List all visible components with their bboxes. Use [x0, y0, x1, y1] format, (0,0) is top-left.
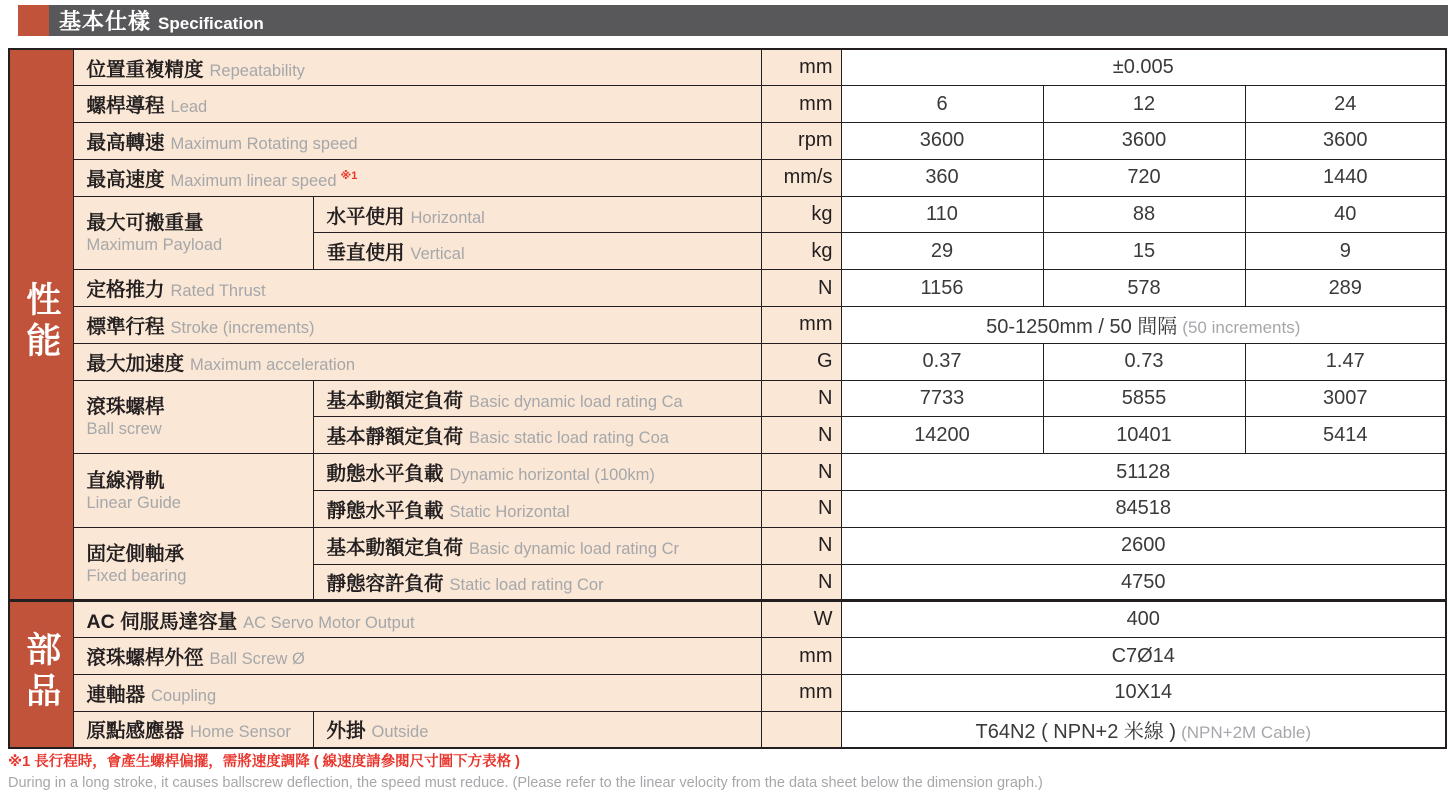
table-row-ballscrew-diameter [9, 638, 1446, 675]
sub-label [313, 233, 761, 270]
value-cell: 10401 [1043, 417, 1245, 454]
row-label [73, 49, 761, 86]
value-cell [841, 307, 1446, 344]
unit-cell: N [761, 564, 841, 601]
unit-cell: mm [761, 638, 841, 675]
label-en: Dynamic horizontal (100km) [449, 466, 655, 485]
label-zh: 滾珠螺桿外徑 [86, 647, 204, 670]
footnote-line-en: During in a long stroke, it causes ballscrew deflection, the speed must reduce. (Please refer to the linear velocity from the data sheet below the dimension graph.) [8, 775, 1043, 792]
label-zh: 標準行程 [86, 315, 165, 338]
label-en: Vertical [410, 245, 465, 264]
label-zh: 基本動額定負荷 [326, 536, 464, 559]
value-cell: 51128 [841, 454, 1446, 491]
sub-label [313, 491, 761, 528]
label-zh: 連軸器 [86, 683, 146, 706]
table-row-coupling [9, 675, 1446, 712]
unit-cell: N [761, 527, 841, 564]
group-label-en: Maximum Payload [86, 236, 223, 255]
row-label [73, 601, 761, 638]
value-cell: 3600 [1245, 123, 1446, 160]
label-zh: 位置重複精度 [86, 58, 204, 81]
label-en: Outside [371, 723, 429, 742]
footnote-line-zh: ※1 長行程時，會產生螺桿偏擺，需將速度調降 ( 線速度請參閱尺寸圖下方表格 ) [8, 754, 520, 770]
sub-label [313, 380, 761, 417]
table-row-max-linear-speed [9, 159, 1446, 196]
label-en: Static load rating Cor [449, 576, 604, 595]
value-main: 50-1250mm / 50 間隔 [986, 316, 1178, 339]
label-zh: AC 伺服馬達容量 [86, 610, 238, 633]
value-cell: 29 [841, 233, 1043, 270]
row-label [73, 675, 761, 712]
unit-cell: mm [761, 86, 841, 123]
label-zh: 最大加速度 [86, 352, 185, 375]
label-en: Home Sensor [190, 723, 291, 742]
value-cell: 0.37 [841, 343, 1043, 380]
value-cell: 1.47 [1245, 343, 1446, 380]
value-cell: 3600 [841, 123, 1043, 160]
unit-cell: N [761, 380, 841, 417]
label-zh: 定格推力 [86, 279, 165, 302]
value-cell: 4750 [841, 564, 1446, 601]
page-title-en: Specification [158, 14, 264, 33]
value-cell: 6 [841, 86, 1043, 123]
value-cell: C7Ø14 [841, 638, 1446, 675]
group-label-en: Fixed bearing [86, 566, 187, 585]
unit-cell: mm [761, 307, 841, 344]
group-label-fixed-bearing [73, 527, 313, 601]
value-cell: 12 [1043, 86, 1245, 123]
sidebar-section-performance [9, 49, 73, 601]
label-en: Horizontal [410, 208, 485, 227]
row-label [73, 307, 761, 344]
value-cell: 84518 [841, 491, 1446, 528]
label-en: Maximum acceleration [190, 355, 356, 374]
group-label-zh: 最大可搬重量 [86, 211, 204, 234]
unit-cell: rpm [761, 123, 841, 160]
unit-cell: W [761, 601, 841, 638]
table-row-home-sensor [9, 711, 1446, 748]
label-en: Basic static load rating Coa [469, 429, 669, 448]
sub-label [313, 527, 761, 564]
unit-cell: kg [761, 196, 841, 233]
unit-cell: mm [761, 49, 841, 86]
unit-cell: mm/s [761, 159, 841, 196]
row-label [73, 638, 761, 675]
table-row-rated-thrust [9, 270, 1446, 307]
label-en: Basic dynamic load rating Cr [469, 539, 680, 558]
table-row-lead [9, 86, 1446, 123]
label-zh: 最高轉速 [86, 131, 165, 154]
group-label-zh: 固定側軸承 [86, 542, 185, 565]
group-label-max-payload [73, 196, 313, 270]
label-zh: 螺桿導程 [86, 95, 165, 118]
value-cell: 14200 [841, 417, 1043, 454]
value-cell: 360 [841, 159, 1043, 196]
table-row-guide-dynamic [9, 454, 1446, 491]
label-zh: 水平使用 [326, 205, 405, 228]
label-en: Basic dynamic load rating Ca [469, 392, 683, 411]
value-cell: 400 [841, 601, 1446, 638]
unit-cell: N [761, 491, 841, 528]
value-cell: 3007 [1245, 380, 1446, 417]
value-suffix: (NPN+2M Cable) [1181, 722, 1311, 742]
label-zh: 動態水平負載 [326, 463, 444, 486]
label-en: AC Servo Motor Output [243, 613, 415, 632]
unit-cell: G [761, 343, 841, 380]
group-label-en: Linear Guide [86, 493, 181, 512]
value-cell: 5855 [1043, 380, 1245, 417]
label-en: Maximum Rotating speed [170, 134, 358, 153]
section-header-bar [18, 5, 1448, 36]
spec-table [8, 48, 1447, 749]
value-cell: 10X14 [841, 675, 1446, 712]
label-en: Stroke (increments) [170, 318, 315, 337]
row-label [73, 123, 761, 160]
header-accent-square [18, 5, 49, 36]
row-label [73, 711, 313, 748]
unit-cell [761, 711, 841, 748]
label-en: Maximum linear speed [170, 171, 337, 190]
label-zh: 基本靜額定負荷 [326, 426, 464, 449]
unit-cell: mm [761, 675, 841, 712]
row-label [73, 343, 761, 380]
label-zh: 最高速度 [86, 168, 165, 191]
value-cell: 289 [1245, 270, 1446, 307]
value-cell: 7733 [841, 380, 1043, 417]
value-cell: 110 [841, 196, 1043, 233]
label-en: Rated Thrust [170, 282, 266, 301]
group-label-ball-screw [73, 380, 313, 454]
value-cell: 24 [1245, 86, 1446, 123]
value-cell: 1156 [841, 270, 1043, 307]
sidebar-section-parts [9, 601, 73, 748]
value-cell: 2600 [841, 527, 1446, 564]
group-label-en: Ball screw [86, 420, 162, 439]
value-cell: ±0.005 [841, 49, 1446, 86]
label-en: Ball Screw Ø [209, 650, 305, 669]
row-label [73, 159, 761, 196]
table-row-ballscrew-dynamic [9, 380, 1446, 417]
value-main: T64N2 ( NPN+2 米線 ) [975, 720, 1177, 743]
table-row-stroke [9, 307, 1446, 344]
table-row-repeatability [9, 49, 1446, 86]
group-label-zh: 直線滑軌 [86, 469, 165, 492]
group-label-linear-guide [73, 454, 313, 528]
unit-cell: N [761, 270, 841, 307]
label-zh: 垂直使用 [326, 242, 405, 265]
unit-cell: kg [761, 233, 841, 270]
label-en: Coupling [151, 686, 217, 705]
value-cell: 0.73 [1043, 343, 1245, 380]
value-cell: 9 [1245, 233, 1446, 270]
group-label-zh: 滾珠螺桿 [86, 395, 165, 418]
value-cell: 3600 [1043, 123, 1245, 160]
table-row-payload-horizontal [9, 196, 1446, 233]
label-zh: 外掛 [326, 720, 366, 743]
value-cell: 720 [1043, 159, 1245, 196]
table-row-max-rotating-speed [9, 123, 1446, 160]
unit-cell: N [761, 454, 841, 491]
value-cell: 5414 [1245, 417, 1446, 454]
label-zh: 靜態容許負荷 [326, 573, 444, 596]
page-title-zh: 基本仕樣 [59, 9, 152, 34]
label-en: Repeatability [209, 61, 305, 80]
row-label [73, 270, 761, 307]
value-cell: 40 [1245, 196, 1446, 233]
unit-cell: N [761, 417, 841, 454]
sub-label [313, 711, 761, 748]
label-zh: 原點感應器 [86, 720, 185, 743]
label-zh: 靜態水平負載 [326, 499, 444, 522]
value-cell: 1440 [1245, 159, 1446, 196]
label-zh: 基本動額定負荷 [326, 389, 464, 412]
footnote-ref-mark: ※1 [340, 170, 358, 183]
sub-label [313, 417, 761, 454]
value-cell: 15 [1043, 233, 1245, 270]
table-row-servo-output [9, 601, 1446, 638]
sidebar-label-performance: 性能 [21, 281, 61, 364]
value-cell: 88 [1043, 196, 1245, 233]
page-title [59, 5, 264, 36]
value-cell [841, 711, 1446, 748]
value-cell: 578 [1043, 270, 1245, 307]
sub-label [313, 196, 761, 233]
label-en: Lead [170, 98, 208, 117]
sub-label [313, 564, 761, 601]
row-label [73, 86, 761, 123]
sidebar-label-parts: 部品 [21, 631, 61, 714]
table-row-max-acceleration [9, 343, 1446, 380]
sub-label [313, 454, 761, 491]
value-suffix: (50 increments) [1182, 318, 1301, 338]
label-en: Static Horizontal [449, 502, 570, 521]
table-row-bearing-dynamic [9, 527, 1446, 564]
footnote [8, 752, 1444, 794]
